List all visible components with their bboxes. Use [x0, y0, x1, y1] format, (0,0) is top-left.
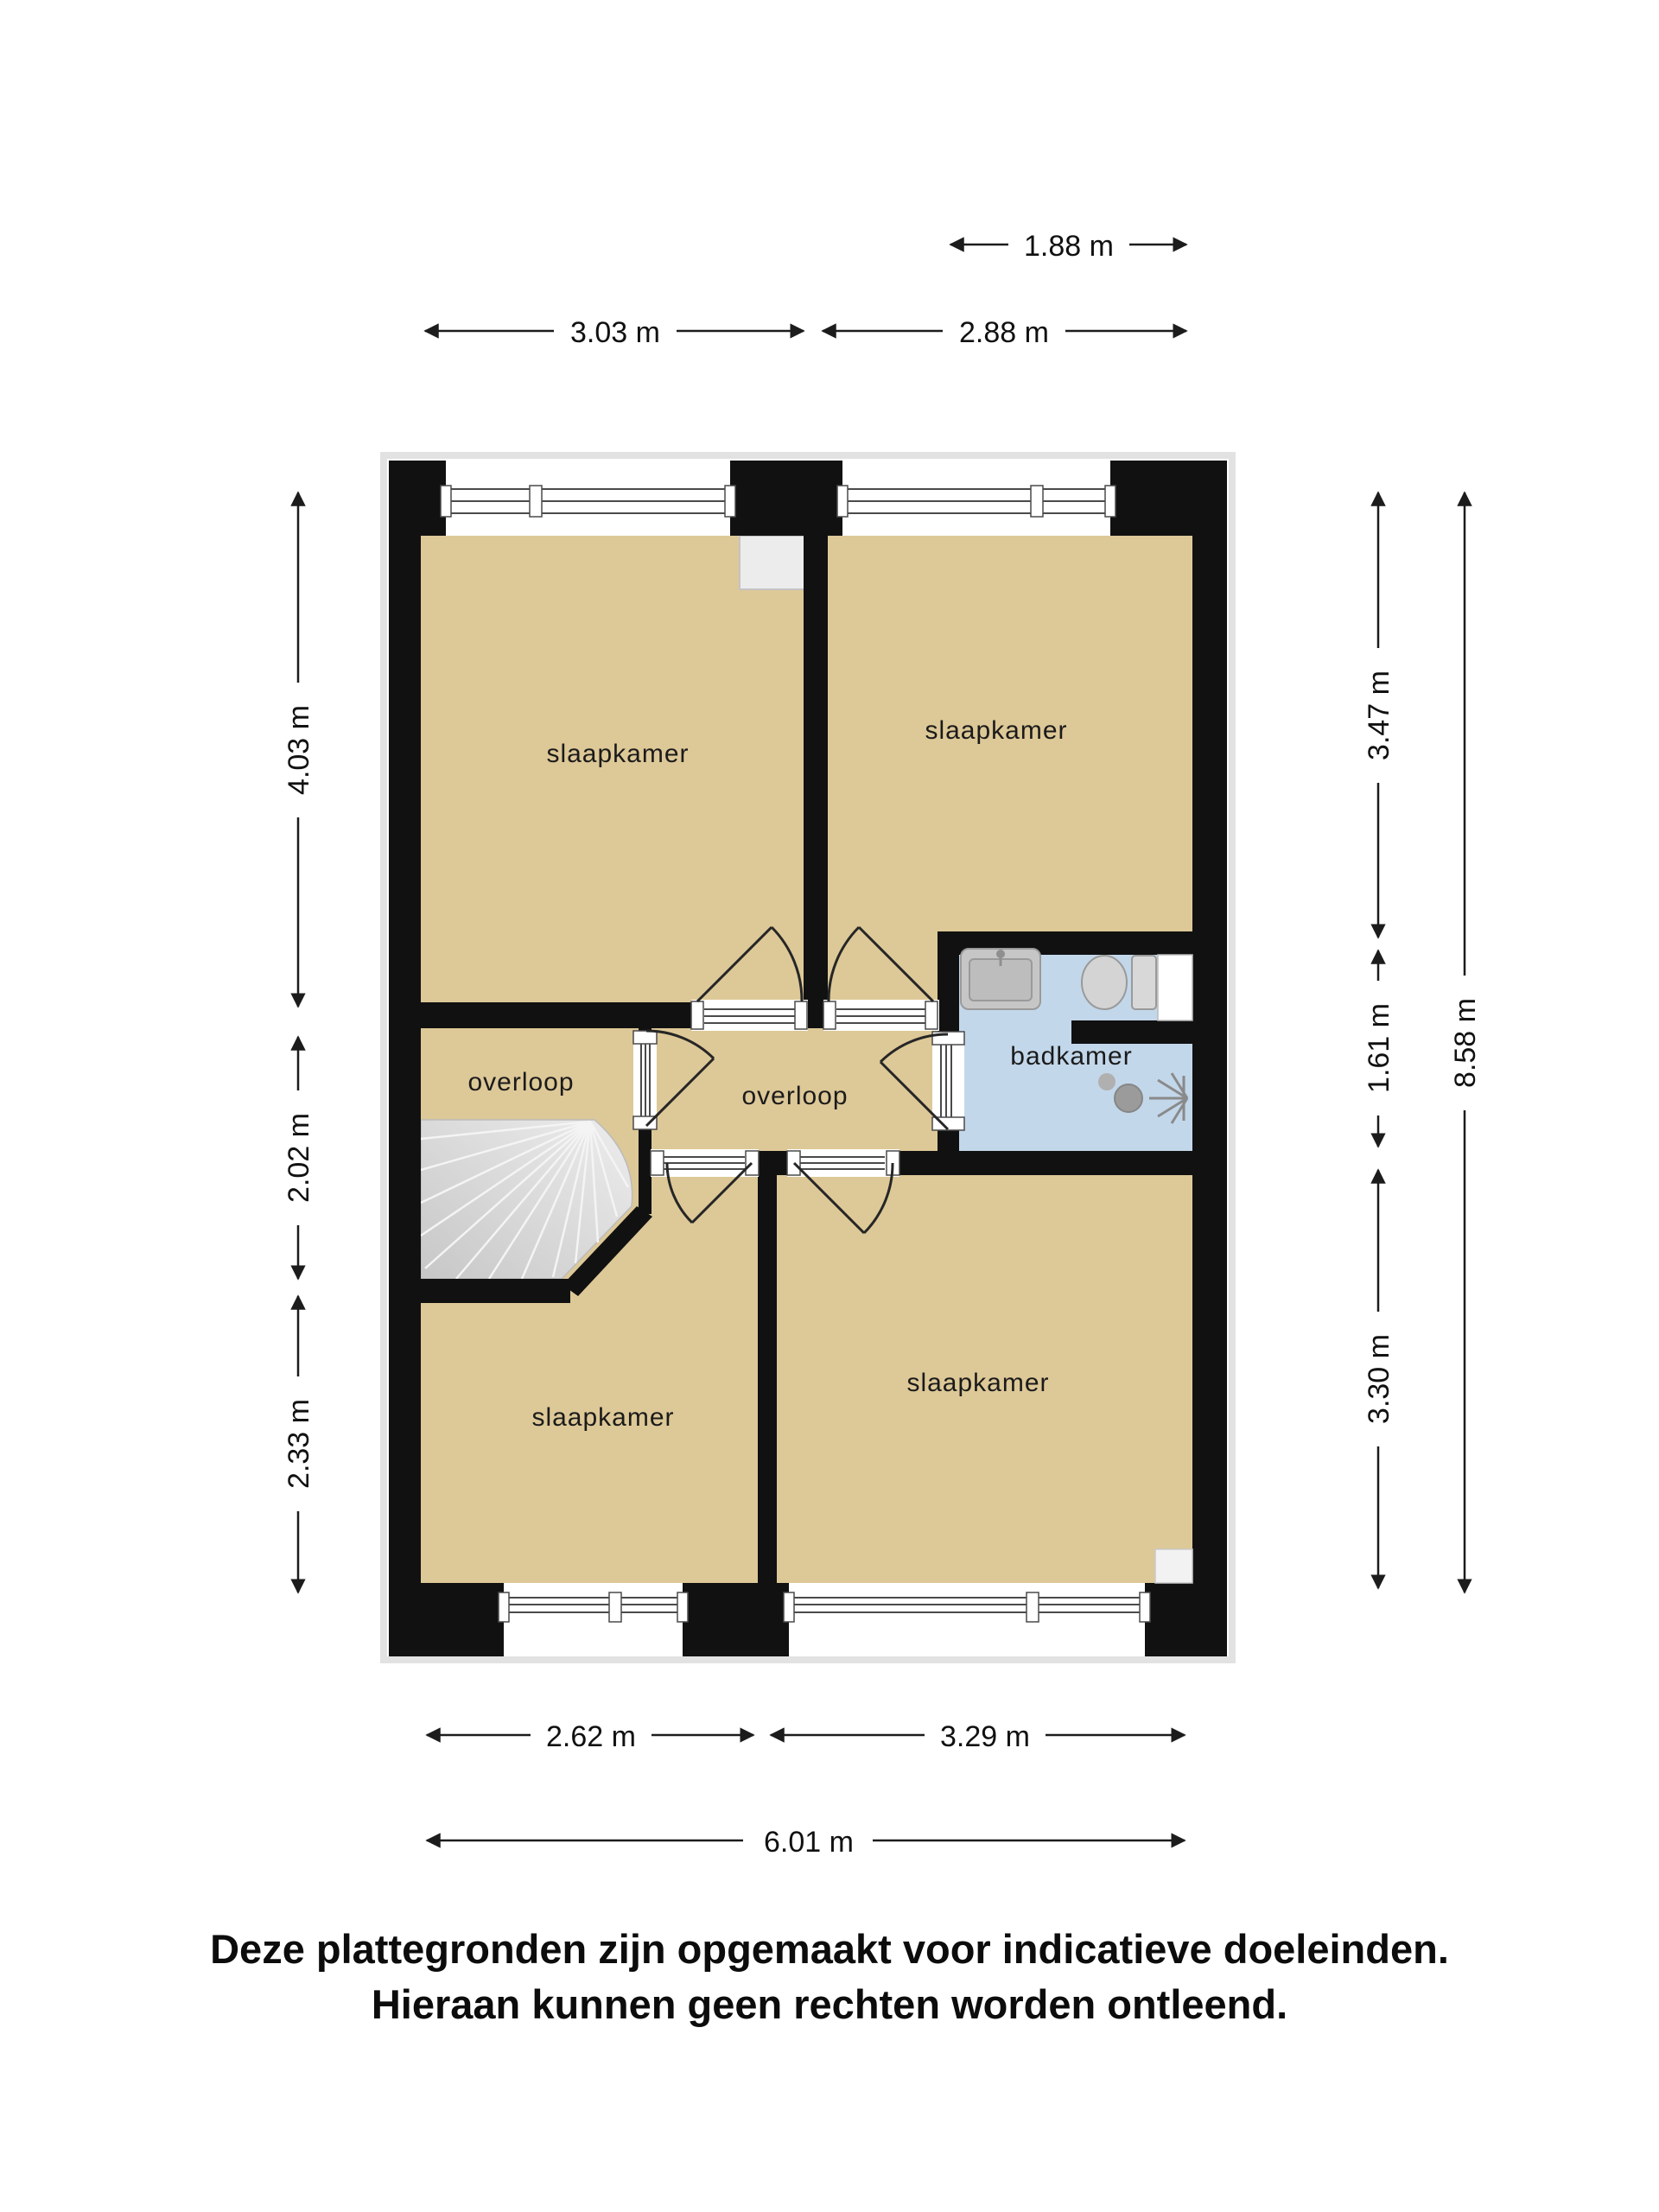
window-mullion: [609, 1592, 621, 1622]
dim-bottom-total: [427, 1819, 1185, 1862]
bathroom-niche: [1158, 955, 1192, 1020]
corner-recess: [1155, 1549, 1192, 1583]
svg-text:1.61 m: 1.61 m: [1363, 1003, 1395, 1093]
svg-text:3.29 m: 3.29 m: [940, 1720, 1030, 1753]
disclaimer: [210, 1926, 1449, 2027]
svg-text:3.47 m: 3.47 m: [1363, 671, 1395, 760]
disclaimer-line-2: Hieraan kunnen geen rechten worden ontleend.: [371, 1981, 1288, 2027]
dim-top-right-width: [823, 309, 1186, 353]
dim-top-bathroom: [950, 223, 1186, 266]
svg-text:3.30 m: 3.30 m: [1363, 1334, 1395, 1424]
svg-text:2.02 m: 2.02 m: [283, 1113, 315, 1203]
dim-left-top: [276, 493, 320, 1007]
dim-right-middle: [1357, 950, 1400, 1147]
svg-text:2.88 m: 2.88 m: [959, 316, 1049, 349]
dim-top-left-width: [425, 309, 804, 353]
dim-right-top: [1357, 493, 1400, 938]
svg-text:4.03 m: 4.03 m: [283, 705, 315, 795]
room-label-bedroom-br: slaapkamer: [906, 1369, 1050, 1397]
dim-bottom-right-width: [771, 1713, 1185, 1757]
svg-text:3.03 m: 3.03 m: [570, 316, 660, 349]
floor-plan: [384, 455, 1232, 1660]
room-label-bedroom-tr: slaapkamer: [925, 716, 1068, 745]
room-label-hall-center: overloop: [741, 1082, 849, 1110]
dim-right-bottom: [1357, 1170, 1400, 1588]
room-label-hall-left: overloop: [467, 1068, 575, 1096]
sink-icon: [961, 949, 1040, 1009]
svg-text:8.58 m: 8.58 m: [1449, 998, 1482, 1088]
window-mullion: [530, 486, 542, 517]
window-mullion: [1027, 1592, 1039, 1622]
window-mullion: [1031, 486, 1043, 517]
svg-text:1.88 m: 1.88 m: [1024, 230, 1114, 263]
dim-left-middle: [276, 1037, 320, 1279]
svg-text:2.62 m: 2.62 m: [546, 1720, 636, 1753]
dim-bottom-left-width: [427, 1713, 753, 1757]
dim-right-total: [1443, 493, 1486, 1592]
svg-text:6.01 m: 6.01 m: [764, 1826, 854, 1859]
room-label-bathroom: badkamer: [1010, 1042, 1133, 1071]
dim-left-bottom: [276, 1296, 320, 1592]
room-label-bedroom-tl: slaapkamer: [546, 740, 690, 768]
disclaimer-line-1: Deze plattegronden zijn opgemaakt voor indicatieve doeleinden.: [210, 1926, 1449, 1972]
svg-text:2.33 m: 2.33 m: [283, 1399, 315, 1489]
toilet-icon: [1082, 956, 1156, 1009]
room-label-bedroom-bl: slaapkamer: [531, 1403, 675, 1432]
